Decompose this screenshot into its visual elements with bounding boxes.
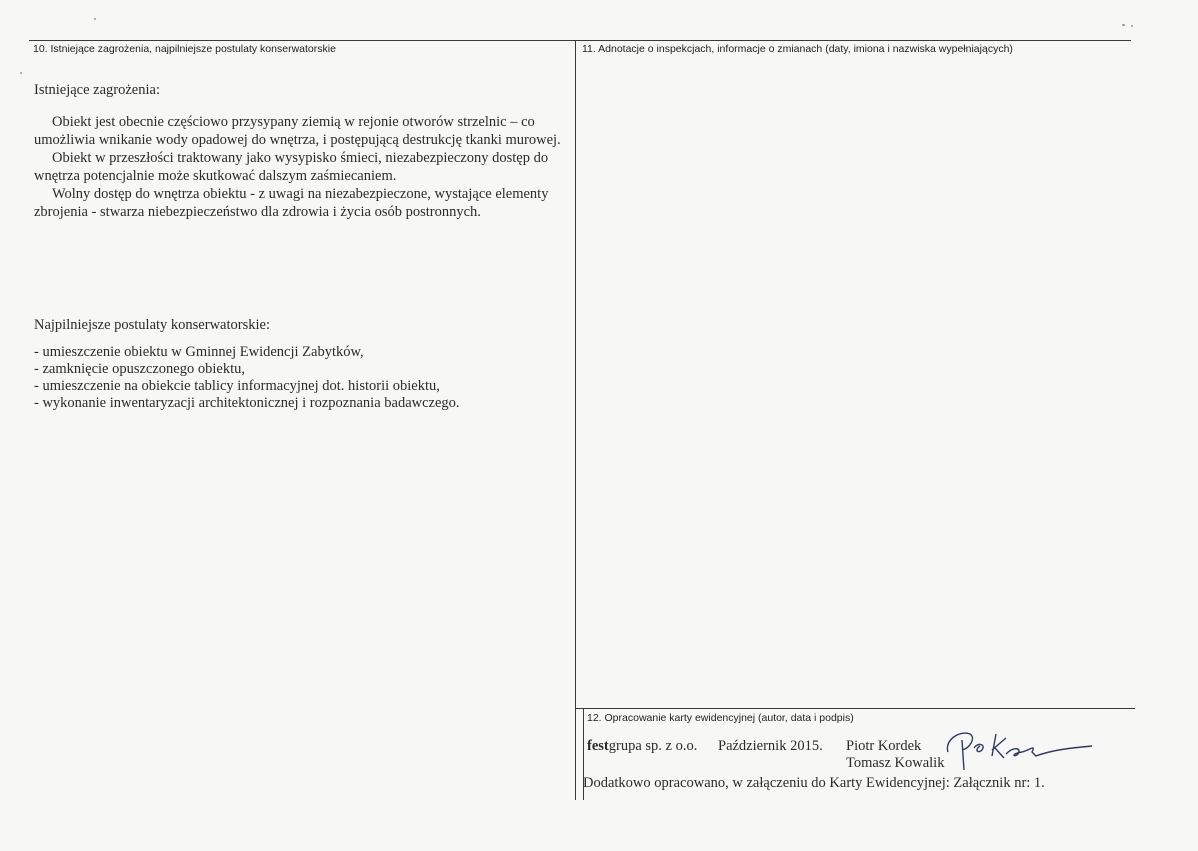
- scan-speck: [1122, 24, 1125, 26]
- section10-header: 10. Istniejące zagrożenia, najpilniejsze postulaty konserwatorskie: [33, 43, 336, 55]
- company-brand: fest: [587, 738, 609, 754]
- attachment-note: Dodatkowo opracowano, w załączeniu do Karty Ewidencyjnej: Załącznik nr: 1.: [583, 775, 1045, 791]
- top-rule: [29, 40, 1131, 41]
- list-item: - umieszczenie na obiekcie tablicy informacyjnej dot. historii obiektu,: [34, 378, 440, 394]
- date-text: Październik 2015.: [718, 738, 823, 754]
- list-item: - zamknięcie opuszczonego obiektu,: [34, 361, 245, 377]
- threats-body: [34, 113, 574, 221]
- signature: [940, 722, 1100, 774]
- section12-rule: [575, 708, 1135, 709]
- threats-title: Istniejące zagrożenia:: [34, 82, 160, 98]
- author-secondary: Tomasz Kowalik: [846, 755, 945, 771]
- section11-header: 11. Adnotacje o inspekcjach, informacje o zmianach (daty, imiona i nazwiska wypełniających): [582, 43, 1013, 55]
- list-item: - wykonanie inwentaryzacji architektonicznej i rozpoznania badawczego.: [34, 395, 460, 411]
- scan-speck: [1131, 25, 1133, 27]
- postulates-list: [34, 344, 460, 412]
- section12-header: 12. Opracowanie karty ewidencyjnej (autor, data i podpis): [587, 712, 854, 724]
- company-suffix: grupa sp. z o.o.: [608, 738, 698, 754]
- author-primary: Piotr Kordek: [846, 738, 922, 754]
- company-name: [587, 738, 697, 755]
- threat-paragraph: Obiekt w przeszłości traktowany jako wysypisko śmieci, niezabezpieczony dostęp do wnętrza potencjalnie może skutkować dalszym zaśmiecaniem.: [34, 150, 549, 184]
- threat-paragraph: Wolny dostęp do wnętrza obiektu - z uwagi na niezabezpieczone, wystające elementy zbrojenia - stwarza niebezpieczeństwo dla zdrowia i życia osób postronnych.: [34, 186, 549, 220]
- list-item: - umieszczenie obiektu w Gminnej Ewidencji Zabytków,: [34, 344, 364, 360]
- column-divider: [575, 40, 576, 800]
- postulates-title: Najpilniejsze postulaty konserwatorskie:: [34, 317, 270, 333]
- scan-speck: [94, 18, 96, 20]
- threat-paragraph: Obiekt jest obecnie częściowo przysypany ziemią w rejonie otworów strzelnic – co umożliwia wnikanie wody opadowej do wnętrza, i postępującą destrukcję tkanki murowej.: [34, 114, 561, 148]
- scan-speck: [20, 72, 22, 74]
